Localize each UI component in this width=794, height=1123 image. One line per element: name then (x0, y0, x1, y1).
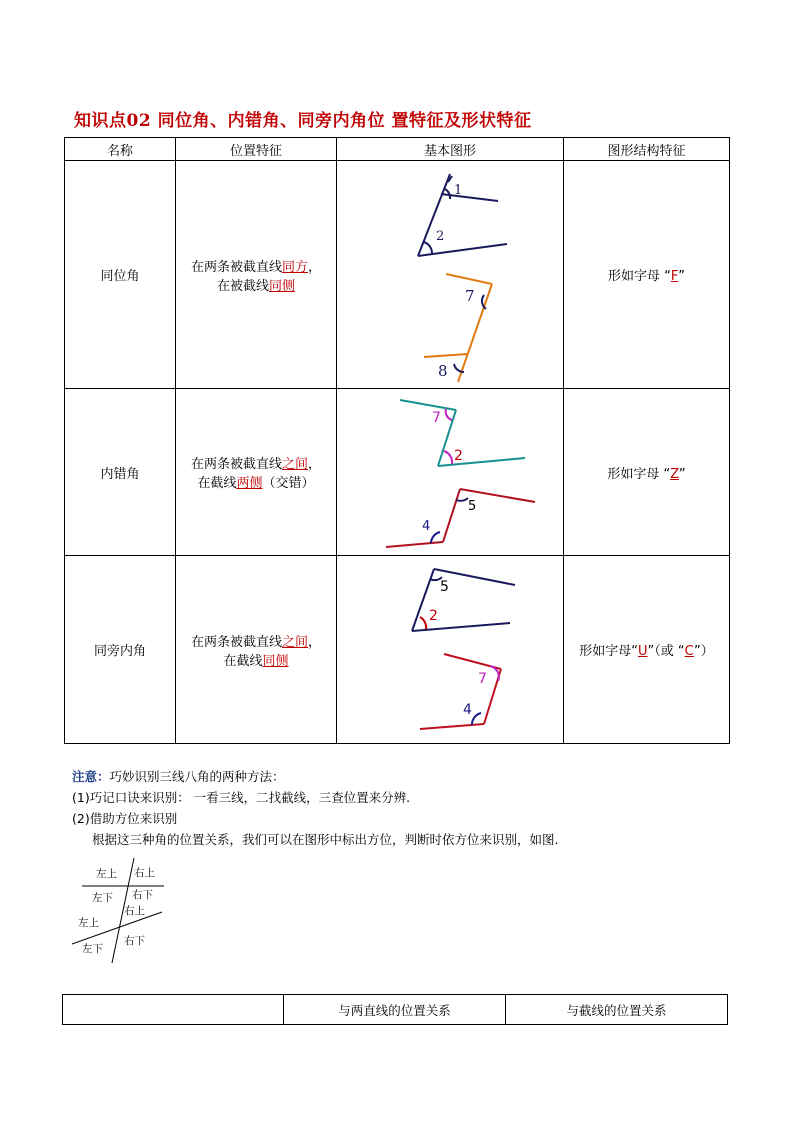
angle-label: 1 (454, 182, 463, 198)
direction-label: 左下 (82, 943, 103, 955)
corresponding-angles-figure (350, 164, 550, 386)
direction-label: 左上 (78, 917, 99, 929)
structure-feature: 形如字母 “Z” (564, 389, 730, 556)
comparison-table (62, 994, 728, 1025)
structure-feature: 形如字母“U”（或 “C”） (564, 556, 730, 744)
angle-name: 内错角 (65, 389, 176, 556)
table-row (65, 161, 730, 389)
angle-label: 7 (478, 670, 487, 687)
structure-feature: 形如字母 “F” (564, 161, 730, 389)
method-one: (1)巧记口诀来识别： 一看三线，二找截线，三查位置来分辨. (72, 790, 411, 805)
angle-name: 同位角 (65, 161, 176, 389)
angle-label: 4 (463, 701, 472, 718)
basic-figure (337, 556, 564, 744)
angle-label: 7 (465, 286, 475, 305)
alternate-angles-figure (350, 392, 550, 552)
direction-label: 左下 (92, 892, 113, 904)
angle-label: 2 (429, 607, 438, 624)
table-row (65, 389, 730, 556)
comparison-header-transversal: 与截线的位置关系 (506, 995, 728, 1025)
method-two: (2)借助方位来识别 (72, 811, 178, 826)
direction-label: 右下 (124, 935, 145, 947)
direction-label: 右上 (134, 867, 155, 879)
direction-label: 右下 (132, 889, 153, 901)
position-feature: 在两条被截直线同方， 在被截线同侧 (176, 161, 337, 389)
comparison-header-lines: 与两直线的位置关系 (284, 995, 506, 1025)
interior-angles-figure (350, 559, 550, 741)
comparison-header-empty (63, 995, 284, 1025)
direction-label: 左上 (96, 868, 117, 880)
table-row (63, 995, 728, 1025)
basic-figure (337, 161, 564, 389)
header-structure: 图形结构特征 (564, 138, 730, 161)
angle-label: 5 (440, 578, 449, 595)
table-header-row (65, 138, 730, 161)
angle-table (64, 137, 730, 744)
angle-label: 5 (468, 499, 477, 514)
notes-intro: 注意：巧妙识别三线八角的两种方法： (72, 769, 285, 784)
header-position: 位置特征 (176, 138, 337, 161)
position-feature: 在两条被截直线之间， 在截线两侧（交错） (176, 389, 337, 556)
angle-label: 7 (432, 410, 441, 426)
angle-label: 2 (454, 448, 463, 464)
basic-figure (337, 389, 564, 556)
angle-label: 8 (438, 361, 448, 380)
angle-name: 同旁内角 (65, 556, 176, 744)
angle-label: 2 (436, 228, 445, 244)
method-two-description: 根据这三种角的位置关系，我们可以在图形中标出方位，判断时依方位来识别，如图. (92, 832, 559, 847)
angle-label: 4 (422, 519, 431, 534)
table-row (65, 556, 730, 744)
direction-label: 右上 (124, 905, 145, 917)
notes-section (72, 766, 558, 850)
header-name: 名称 (65, 138, 176, 161)
direction-diagram (72, 858, 182, 963)
position-feature: 在两条被截直线之间， 在截线同侧 (176, 556, 337, 744)
section-title: 知识点02 同位角、内错角、同旁内角位 置特征及形状特征 (74, 111, 532, 131)
header-figure: 基本图形 (337, 138, 564, 161)
